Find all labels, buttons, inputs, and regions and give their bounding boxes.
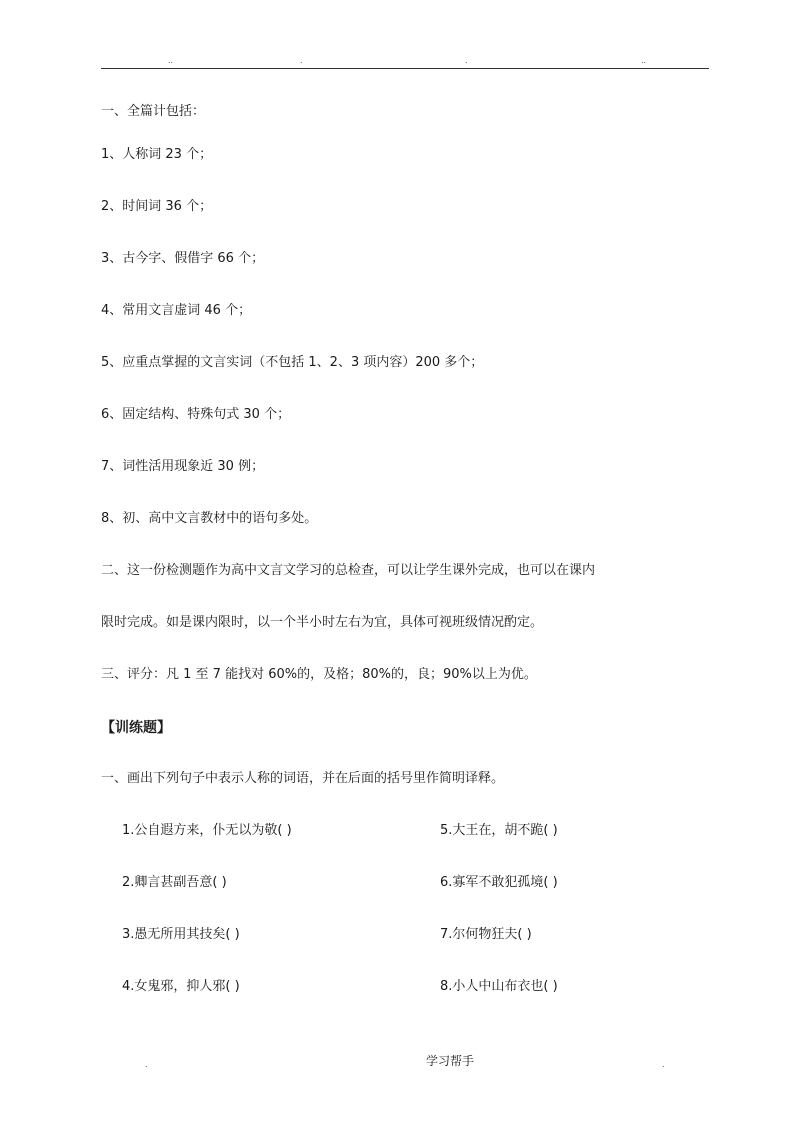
question-1-prompt: 一、画出下列句子中表示人称的词语，并在后面的括号里作简明译释。 [101, 771, 505, 786]
footer-dot: . [145, 1060, 148, 1069]
intro-line-6: 6、固定结构、特殊句式 30 个； [101, 407, 291, 422]
footer-text: 学习帮手 [426, 1054, 475, 1068]
intro-paragraph-2a: 二、这一份检测题作为高中文言文学习的总检查，可以让学生课外完成，也可以在课内 [101, 563, 596, 578]
header-dot: . [300, 56, 303, 65]
question-1-item-5: 5.大王在，胡不跪( ) [440, 823, 558, 838]
question-1-item-3: 3.愚无所用其技矣( ) [122, 927, 240, 942]
header-dot: .. [168, 56, 174, 65]
intro-paragraph-2b: 限时完成。如是课内限时，以一个半小时左右为宜，具体可视班级情况酌定。 [101, 615, 544, 630]
header-dot: .. [641, 56, 647, 65]
intro-line-heading: 一、全篇计包括： [101, 104, 206, 119]
question-1-item-6: 6.寡军不敢犯孤境( ) [440, 875, 558, 890]
intro-line-8: 8、初、高中文言教材中的语句多处。 [101, 511, 318, 526]
section-title: 【训练题】 [101, 720, 171, 736]
question-1-item-8: 8.小人中山布衣也( ) [440, 979, 558, 994]
intro-line-1: 1、人称词 23 个； [101, 147, 213, 162]
intro-line-5: 5、应重点掌握的文言实词（不包括 1、2、3 项内容）200 多个； [101, 355, 484, 370]
header-rule [101, 68, 709, 69]
question-1-item-7: 7.尔何物狂夫( ) [440, 927, 532, 942]
intro-line-4: 4、常用文言虚词 46 个； [101, 303, 252, 318]
intro-line-7: 7、词性活用现象近 30 例； [101, 459, 265, 474]
question-1-item-4: 4.女鬼邪，抑人邪( ) [122, 979, 240, 994]
header-dot: . [465, 56, 468, 65]
intro-line-2: 2、时间词 36 个； [101, 199, 213, 214]
intro-line-3: 3、古今字、假借字 66 个； [101, 251, 265, 266]
question-1-item-2: 2.卿言甚副吾意( ) [122, 875, 227, 890]
question-1-item-1: 1.公自遐方来，仆无以为敬( ) [122, 823, 292, 838]
footer-dot: . [662, 1060, 665, 1069]
intro-paragraph-3: 三、评分：凡 1 至 7 能找对 60%的，及格；80%的，良；90%以上为优。 [101, 667, 537, 682]
